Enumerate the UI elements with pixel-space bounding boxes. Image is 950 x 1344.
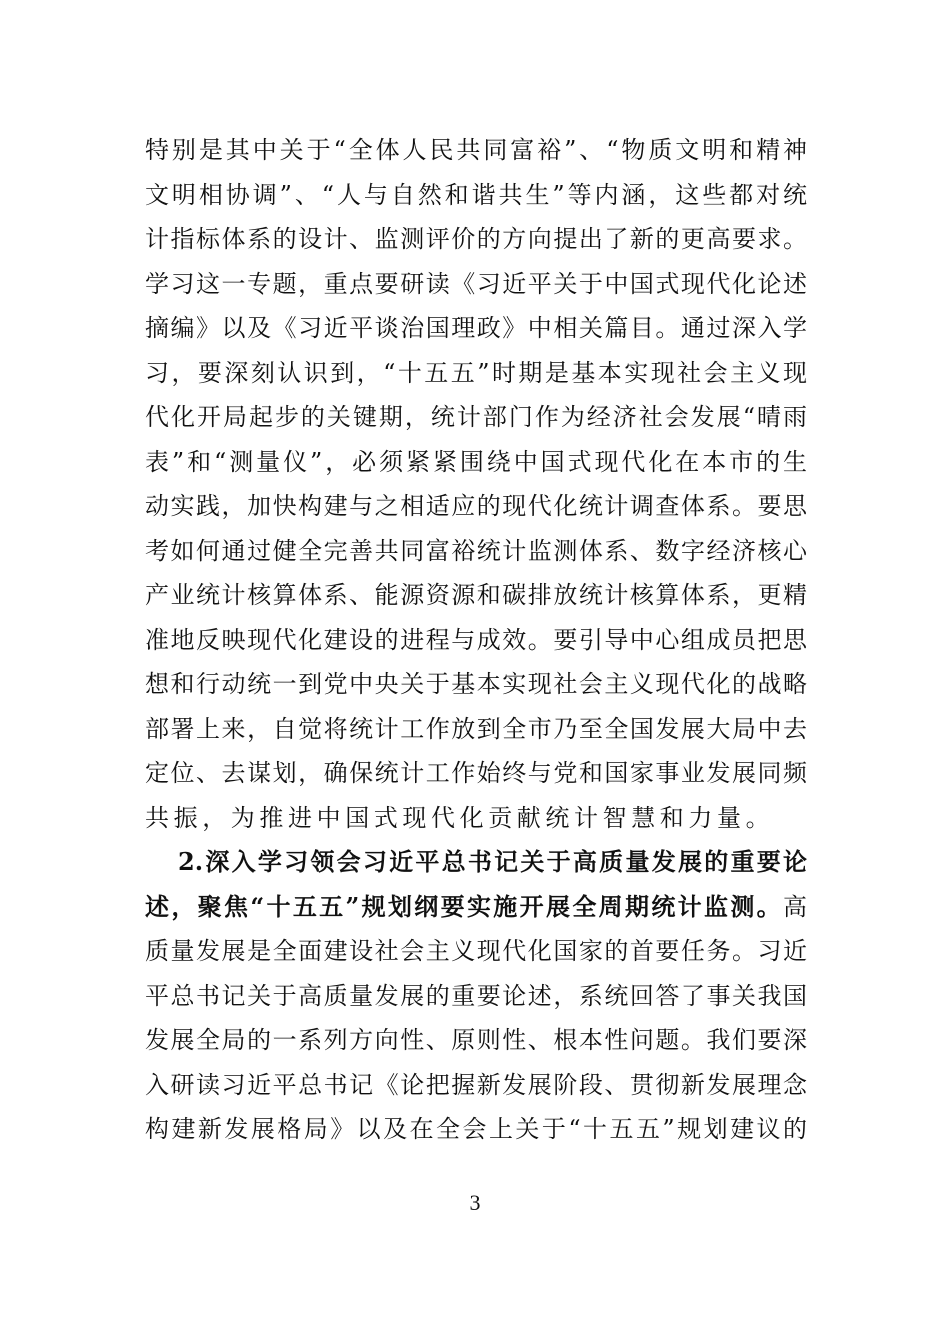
paragraph-line: 代化开局起步的关键期，统计部门作为经济社会发展“晴雨 — [145, 403, 807, 431]
section-heading-continued: 述，聚焦“十五五”规划纲要实施开展全周期统计监测。 — [145, 892, 783, 921]
paragraph-line: 摘编》以及《习近平谈治国理政》中相关篇目。通过深入学 — [145, 314, 807, 342]
paragraph-line: 构建新发展格局》以及在全会上关于“十五五”规划建议的 — [145, 1115, 807, 1143]
paragraph-line: 产业统计核算体系、能源资源和碳排放统计核算体系，更精 — [145, 581, 807, 609]
paragraph-line: 准地反映现代化建设的进程与成效。要引导中心组成员把思 — [145, 626, 807, 654]
paragraph-line: 学习这一专题，重点要研读《习近平关于中国式现代化论述 — [145, 270, 807, 298]
section-heading: 2.深入学习领会习近平总书记关于高质量发展的重要论 — [178, 847, 807, 876]
paragraph-line: 入研读习近平总书记《论把握新发展阶段、贯彻新发展理念 — [145, 1071, 807, 1099]
paragraph-line: 动实践，加快构建与之相适应的现代化统计调查体系。要思 — [145, 492, 807, 520]
paragraph-line: 平总书记关于高质量发展的重要论述，系统回答了事关我国 — [145, 982, 807, 1010]
paragraph-line: 想和行动统一到党中央关于基本实现社会主义现代化的战略 — [145, 670, 807, 698]
paragraph-line: 特别是其中关于“全体人民共同富裕”、“物质文明和精神 — [145, 136, 807, 164]
paragraph-line: 计指标体系的设计、监测评价的方向提出了新的更高要求。 — [145, 225, 807, 253]
page-number: 3 — [469, 1190, 481, 1215]
paragraph-line: 共振，为推进中国式现代化贡献统计智慧和力量。 — [145, 804, 775, 832]
paragraph-line: 发展全局的一系列方向性、原则性、根本性问题。我们要深 — [145, 1026, 807, 1054]
paragraph-line: 文明相协调”、“人与自然和谐共生”等内涵，这些都对统 — [145, 181, 807, 209]
paragraph-text: 高 — [783, 893, 807, 921]
section-heading-line — [145, 892, 807, 922]
paragraph-line: 质量发展是全面建设社会主义现代化国家的首要任务。习近 — [145, 937, 807, 965]
paragraph-line: 习，要深刻认识到，“十五五”时期是基本实现社会主义现 — [145, 359, 807, 387]
paragraph-line: 定位、去谋划，确保统计工作始终与党和国家事业发展同频 — [145, 759, 807, 787]
paragraph-line: 部署上来，自觉将统计工作放到全市乃至全国发展大局中去 — [145, 715, 807, 743]
paragraph-line: 考如何通过健全完善共同富裕统计监测体系、数字经济核心 — [145, 537, 807, 565]
paragraph-line: 表”和“测量仪”，必须紧紧围绕中国式现代化在本市的生 — [145, 448, 807, 476]
